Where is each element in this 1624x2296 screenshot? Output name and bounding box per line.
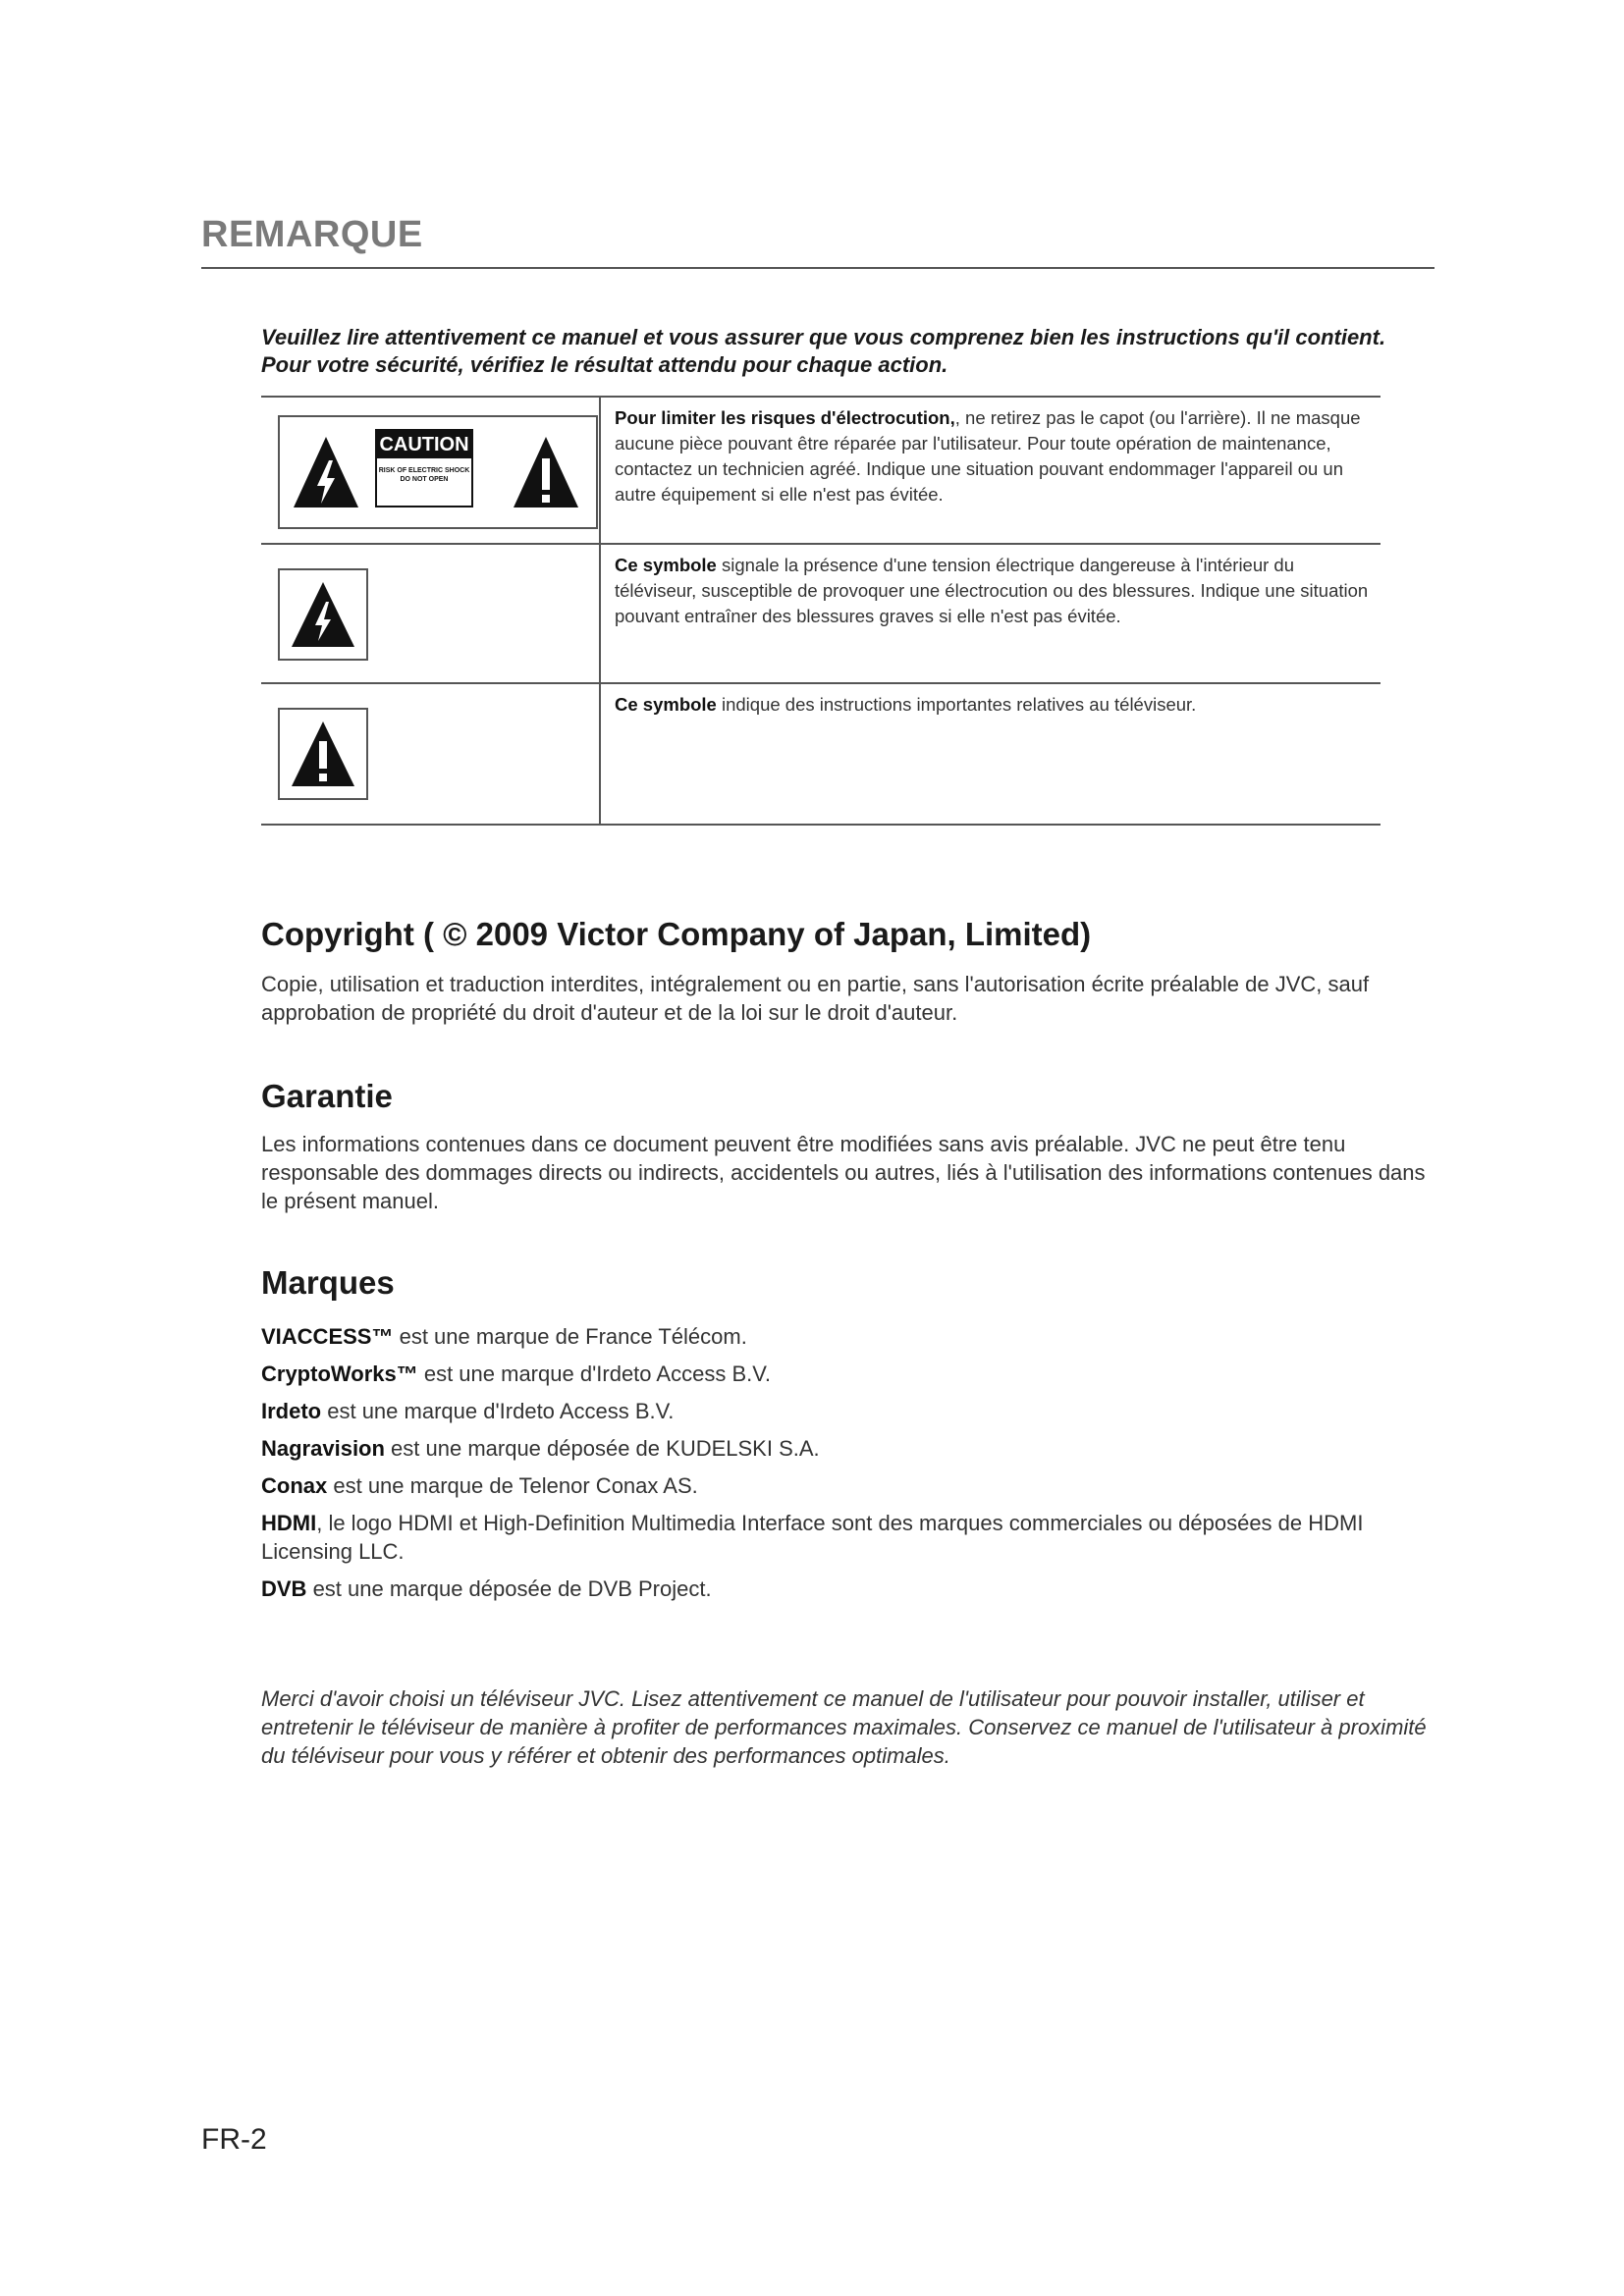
outro-text: Merci d'avoir choisi un téléviseur JVC. Lisez attentivement ce manuel de l'utilisateur pour pouvoir installer, utiliser et entretenir le téléviseur de manière à profiter de performances maximales. Conservez ce manuel de l'utilisateur à proximité du téléviseur pour vous y référer et obtenir des performances optimales. bbox=[261, 1686, 1427, 1768]
list-item bbox=[261, 1471, 1439, 1500]
warning-body-1: , ne retirez pas le capot (ou l'arrière). Il ne masque aucune pièce pouvant être réparée par l'utilisateur. Pour toute opération de maintenance, contactez un technicien agréé. Indique une situation pouvant endommager l'appareil ou un autre équipement si elle n'est pas évitée. bbox=[615, 407, 1361, 505]
warning-bold-3: Ce symbole bbox=[615, 694, 717, 715]
list-item bbox=[261, 1322, 1439, 1351]
warning-body-2: signale la présence d'une tension électrique dangereuse à l'intérieur du téléviseur, susceptible de provoquer une électrocution ou des blessures. Indique une situation pouvant entraîner des blessures graves si elle n'est pas évitée. bbox=[615, 555, 1369, 626]
page-title: REMARQUE bbox=[201, 214, 423, 255]
warning-bold-2: Ce symbole bbox=[615, 555, 717, 575]
mark-text: est une marque déposée de DVB Project. bbox=[306, 1576, 712, 1601]
caution-sub bbox=[377, 466, 471, 484]
list-item bbox=[261, 1434, 1439, 1463]
caution-head: CAUTION bbox=[377, 431, 471, 458]
intro-text: Veuillez lire attentivement ce manuel et vous assurer que vous comprenez bien les instructions qu'il contient. Pour votre sécurité, vérifiez le résultat attendu pour chaque action. bbox=[261, 325, 1386, 377]
list-item bbox=[261, 1360, 1439, 1388]
mark-text: est une marque déposée de KUDELSKI S.A. bbox=[384, 1436, 820, 1461]
warning-bold-1: Pour limiter les risques d'électrocution, bbox=[615, 407, 955, 428]
exclamation-warning-icon bbox=[512, 435, 580, 509]
list-item bbox=[261, 1397, 1439, 1425]
garantie-heading: Garantie bbox=[261, 1078, 393, 1114]
exclamation-warning-icon bbox=[290, 720, 356, 788]
mark-text: est une marque de Telenor Conax AS. bbox=[327, 1473, 698, 1498]
caution-sign bbox=[278, 415, 598, 529]
warning-row-voltage bbox=[261, 544, 1380, 683]
page-number: FR-2 bbox=[201, 2123, 267, 2156]
mark-name: Nagravision bbox=[261, 1436, 385, 1461]
garantie-text: Les informations contenues dans ce document peuvent être modifiées sans avis préalable. JVC ne peut être tenu responsable des dommages directs ou indirects, accidentels ou autres, liés à l'utilisation des informations contenues dans le présent manuel. bbox=[261, 1132, 1426, 1213]
caution-label bbox=[375, 429, 473, 507]
mark-text: , le logo HDMI et High-Definition Multimedia Interface sont des marques commerciales ou déposées de HDMI Licensing LLC. bbox=[261, 1511, 1364, 1564]
lightning-warning-icon bbox=[292, 435, 360, 509]
mark-name: Conax bbox=[261, 1473, 328, 1498]
mark-name: DVB bbox=[261, 1576, 307, 1601]
list-item bbox=[261, 1509, 1439, 1566]
mark-name: HDMI bbox=[261, 1511, 317, 1535]
caution-sub-line1: RISK OF ELECTRIC SHOCK bbox=[378, 467, 470, 474]
voltage-symbol-box bbox=[278, 568, 368, 661]
title-rule bbox=[201, 267, 1435, 269]
warning-table bbox=[261, 396, 1380, 826]
marques-heading: Marques bbox=[261, 1264, 395, 1301]
lightning-warning-icon bbox=[290, 580, 356, 649]
copyright-heading: Copyright ( © 2009 Victor Company of Japan, Limited) bbox=[261, 916, 1092, 952]
mark-name: Irdeto bbox=[261, 1399, 322, 1423]
warning-text-1 bbox=[600, 397, 1380, 544]
warning-body-3: indique des instructions importantes relatives au téléviseur. bbox=[716, 694, 1197, 715]
copyright-text: Copie, utilisation et traduction interdites, intégralement ou en partie, sans l'autorisation écrite préalable de JVC, sauf approbation de propriété du droit d'auteur et de la loi sur le droit d'auteur. bbox=[261, 972, 1370, 1025]
mark-text: est une marque d'Irdeto Access B.V. bbox=[321, 1399, 675, 1423]
mark-text: est une marque de France Télécom. bbox=[393, 1324, 747, 1349]
caution-sub-line2: DO NOT OPEN bbox=[400, 476, 449, 483]
exclamation-symbol-box bbox=[278, 708, 368, 800]
warning-row-instructions bbox=[261, 683, 1380, 825]
warning-row-electrocution bbox=[261, 397, 1380, 544]
mark-name: CryptoWorks™ bbox=[261, 1362, 418, 1386]
marques-list bbox=[261, 1322, 1439, 1612]
list-item bbox=[261, 1575, 1439, 1603]
warning-text-2 bbox=[600, 544, 1380, 683]
warning-text-3 bbox=[600, 683, 1380, 825]
mark-text: est une marque d'Irdeto Access B.V. bbox=[417, 1362, 771, 1386]
mark-name: VIACCESS™ bbox=[261, 1324, 394, 1349]
